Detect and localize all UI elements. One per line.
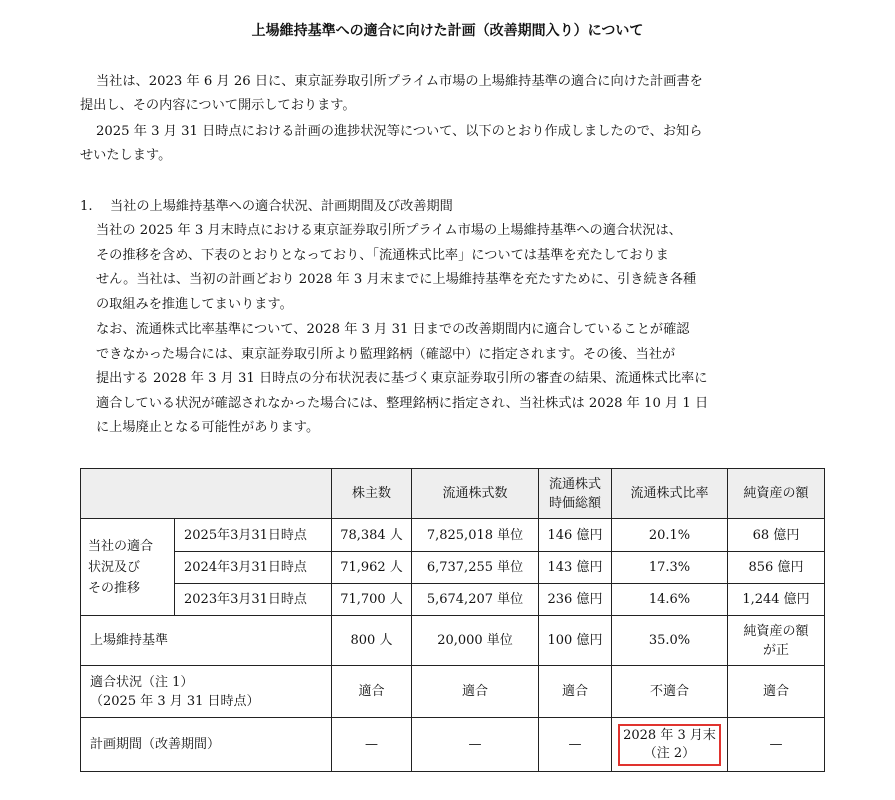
cell-shareholders: 71,962 人 — [332, 552, 412, 584]
cell-market-cap: 100 億円 — [539, 616, 612, 666]
s1p2-line: なお、流通株式比率基準について、2028 年 3 月 31 日までの改善期間内に適合していることが確認 — [96, 322, 690, 337]
plan-ratio-line1: 2028 年 3 月末 — [623, 728, 716, 743]
intro-paragraph-2 — [80, 120, 810, 168]
section-1-title: 当社の上場維持基準への適合状況、計画期間及び改善期間 — [110, 199, 453, 214]
header-market-cap-line2: 時価総額 — [548, 495, 601, 511]
cell-shareholders: 適合 — [332, 666, 412, 718]
plan-ratio-line2: （注 2） — [643, 746, 696, 761]
section-1-heading — [80, 195, 453, 219]
cell-market-cap: 適合 — [539, 666, 612, 718]
s1p2-line: に上場廃止となる可能性があります。 — [96, 420, 320, 435]
cell-market-cap: 143 億円 — [539, 552, 612, 584]
header-shareholders: 株主数 — [332, 469, 412, 519]
net-assets-criteria-line1: 純資産の額 — [743, 623, 809, 639]
status-group-line: 状況及び — [88, 559, 141, 575]
cell-tradable-shares: 適合 — [412, 666, 539, 718]
table-header-row — [81, 469, 825, 519]
status-group-label — [81, 519, 175, 616]
intro-p2-line2: せいたします。 — [80, 148, 172, 163]
cell-ratio: 14.6% — [612, 584, 728, 616]
cell-shareholders: 78,384 人 — [332, 519, 412, 552]
cell-ratio — [612, 718, 728, 772]
s1p2-line: できなかった場合には、東京証券取引所より監理銘柄（確認中）に指定されます。その後、当社が — [96, 346, 676, 362]
criteria-row — [81, 616, 825, 666]
section-1-paragraph-2 — [96, 318, 796, 441]
intro-paragraph-1 — [80, 70, 810, 118]
cell-net-assets: 68 億円 — [728, 519, 825, 552]
row-date: 2023年3月31日時点 — [175, 584, 332, 616]
listing-criteria-table — [80, 468, 825, 772]
compliance-label-line2: （2025 年 3 月 31 日時点） — [90, 693, 260, 709]
status-group-line: 当社の適合 — [88, 538, 154, 554]
table-row — [81, 552, 825, 584]
cell-market-cap: 146 億円 — [539, 519, 612, 552]
section-1-number: 1. — [80, 199, 93, 214]
cell-net-assets — [728, 616, 825, 666]
cell-ratio: 35.0% — [612, 616, 728, 666]
header-net-assets: 純資産の額 — [728, 469, 825, 519]
section-1-paragraph-1 — [96, 219, 796, 317]
criteria-label: 上場維持基準 — [81, 616, 332, 666]
status-group-line: その推移 — [88, 580, 141, 596]
cell-ratio: 20.1% — [612, 519, 728, 552]
improvement-period-highlight — [618, 724, 721, 766]
s1p2-line: 提出する 2028 年 3 月 31 日時点の分布状況表に基づく東京証券取引所の審査の結果、流通株式比率に — [96, 371, 708, 386]
cell-tradable-shares: — — [412, 718, 539, 772]
cell-market-cap: 236 億円 — [539, 584, 612, 616]
cell-net-assets: 1,244 億円 — [728, 584, 825, 616]
page-title: 上場維持基準への適合に向けた計画（改善期間入り）について — [251, 23, 644, 39]
cell-market-cap: — — [539, 718, 612, 772]
s1p2-line: 適合している状況が確認されなかった場合には、整理銘柄に指定され、当社株式は 2028 年 10 月 1 日 — [96, 395, 709, 411]
cell-tradable-shares: 20,000 単位 — [412, 616, 539, 666]
cell-ratio: 不適合 — [612, 666, 728, 718]
row-date: 2024年3月31日時点 — [175, 552, 332, 584]
row-date: 2025年3月31日時点 — [175, 519, 332, 552]
cell-tradable-shares: 5,674,207 単位 — [412, 584, 539, 616]
cell-ratio: 17.3% — [612, 552, 728, 584]
plan-label: 計画期間（改善期間） — [81, 718, 332, 772]
compliance-label-line1: 適合状況（注 1） — [90, 674, 194, 690]
cell-net-assets: 856 億円 — [728, 552, 825, 584]
table-row — [81, 519, 825, 552]
net-assets-criteria-line2: が正 — [762, 642, 789, 658]
intro-p2-line1: 2025 年 3 月 31 日時点における計画の進捗状況等について、以下のとおり作成しましたので、お知ら — [96, 124, 703, 139]
cell-tradable-shares: 6,737,255 単位 — [412, 552, 539, 584]
cell-shareholders: 71,700 人 — [332, 584, 412, 616]
s1p1-line: せん。当社は、当初の計画どおり 2028 年 3 月末までに上場維持基準を充たすために、引き続き各種 — [96, 272, 697, 287]
cell-shareholders: — — [332, 718, 412, 772]
table-row — [81, 584, 825, 616]
intro-p1-line1: 当社は、2023 年 6 月 26 日に、東京証券取引所プライム市場の上場維持基準の適合に向けた計画書を — [96, 74, 703, 89]
header-market-cap — [539, 469, 612, 519]
cell-net-assets: 適合 — [728, 666, 825, 718]
compliance-row — [81, 666, 825, 718]
s1p1-line: 当社の 2025 年 3 月末時点における東京証券取引所プライム市場の上場維持基準への適合状況は、 — [96, 223, 682, 238]
header-ratio: 流通株式比率 — [612, 469, 728, 519]
header-tradable-shares: 流通株式数 — [412, 469, 539, 519]
header-market-cap-line1: 流通株式 — [548, 476, 601, 492]
cell-shareholders: 800 人 — [332, 616, 412, 666]
compliance-label — [81, 666, 332, 718]
cell-tradable-shares: 7,825,018 単位 — [412, 519, 539, 552]
s1p1-line: の取組みを推進してまいります。 — [96, 296, 293, 312]
header-blank-cell — [81, 469, 332, 519]
intro-p1-line2: 提出し、その内容について開示しております。 — [80, 98, 356, 113]
s1p1-line: その推移を含め、下表のとおりとなっており、「流通株式比率」については基準を充たしておりま — [96, 247, 669, 263]
plan-row — [81, 718, 825, 772]
cell-net-assets: — — [728, 718, 825, 772]
